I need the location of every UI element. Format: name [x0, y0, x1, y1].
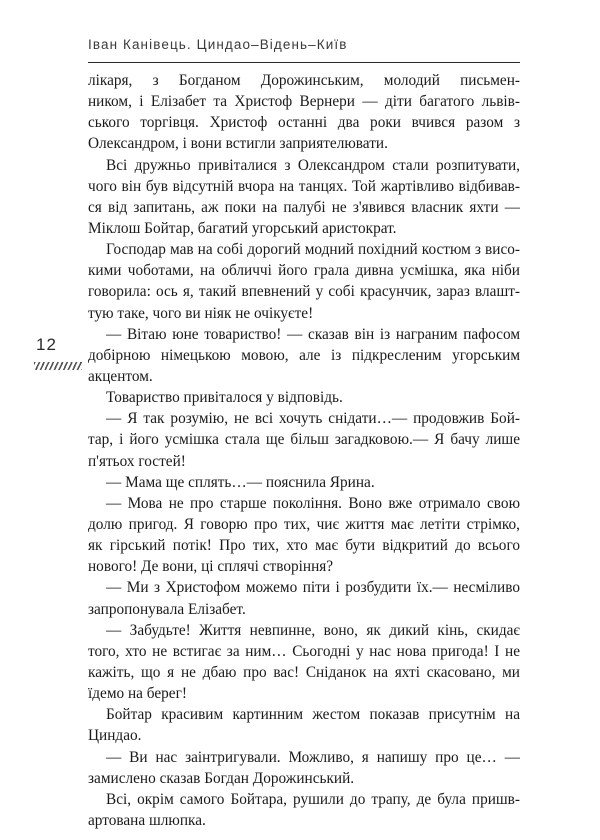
text-line: — Мова не про старше покоління. Воно вже отримало свою — [106, 494, 520, 512]
running-head-title: Іван Канівець. Циндао–Відень–Київ — [88, 37, 348, 52]
text-line: Міклош Бойтар, багатий угорський аристократ. — [88, 219, 397, 237]
text-line: долю пригод. Я говорю про тих, чиє життя має летіти стрімко, — [88, 515, 520, 533]
text-line: — Мама ще сплять…— пояснила Ярина. — [106, 473, 375, 491]
text-line: кажіть, що я не дбаю про вас! Сніданок на яхті скасовано, ми — [88, 663, 520, 681]
body-text — [88, 70, 520, 831]
page-number: 12 — [36, 335, 57, 354]
text-line: ником, і Елізабет та Христоф Вернери — діти багатого львів- — [88, 93, 520, 111]
text-line: Олександром, і вони встигли заприятелювати. — [88, 135, 388, 153]
text-line: артована шлюпка. — [88, 811, 206, 829]
text-line: тую таке, чого ви ніяк не очікуєте! — [88, 304, 314, 322]
text-line: Бойтар красивим картинним жестом показав присутнім на — [106, 706, 520, 724]
text-line: чого він був відсутній вчора на танцях. Той жартівливо відбивав- — [88, 177, 520, 195]
text-line: лікаря, з Богданом Дорожинським, молодий письмен- — [88, 72, 520, 89]
text-line: запропонувала Елізабет. — [88, 600, 246, 618]
text-line: Всі, окрім самого Бойтара, рушили до трапу, де була пришв- — [106, 790, 520, 808]
text-line: — Забудьте! Життя невпинне, воно, як дикий кінь, скидає — [106, 621, 520, 639]
text-line: ського торгівця. Христоф останні два роки вчився разом з — [88, 114, 520, 132]
text-line: замислено сказав Богдан Дорожинський. — [88, 769, 355, 787]
text-line: — Я так розумію, не всі хочуть снідати…— продовжив Бой- — [106, 410, 520, 428]
text-line: того, хто не встигає за ним… Сьогодні у нас нова пригода! І не — [88, 642, 520, 660]
text-line: Всі дружньо привіталися з Олександром стали розпитувати, — [106, 156, 520, 174]
text-line: кими чоботами, на обличчі його грала дивна усмішка, яка ніби — [88, 262, 520, 280]
text-line: тар, і його усмішка стала ще більш загадковою.— Я бачу лише — [88, 431, 520, 449]
text-line: п'ятьох гостей! — [88, 452, 186, 470]
text-line: їдемо на берег! — [88, 685, 187, 703]
text-line: як гірський потік! Про тих, хто має бути відкритий до всього — [88, 537, 520, 555]
text-line: — Вітаю юне товариство! — сказав він із награним пафосом — [106, 325, 520, 343]
text-line: Господар мав на собі дорогий модний похідний костюм з висо- — [106, 241, 520, 259]
text-line: — Ми з Христофом можемо піти і розбудити їх.— несміливо — [106, 579, 520, 597]
page-number-ornament — [34, 362, 82, 370]
text-line: акцентом. — [88, 367, 153, 385]
text-line: добірною німецькою мовою, але із підкресленим угорським — [88, 346, 520, 364]
header-rule — [88, 62, 520, 63]
text-line: ся від запитань, аж поки на палубі не з'явився власник яхти — — [88, 198, 520, 216]
text-line: нового! Де вони, ці сплячі створіння? — [88, 558, 334, 576]
text-line: Товариство привіталося у відповідь. — [106, 389, 343, 407]
text-line: говорила: ось я, такий впевнений у собі красунчик, зараз влашт- — [88, 283, 520, 301]
text-line: — Ви нас заінтригували. Можливо, я напишу про це… — — [106, 748, 520, 766]
text-line: Циндао. — [88, 727, 142, 745]
